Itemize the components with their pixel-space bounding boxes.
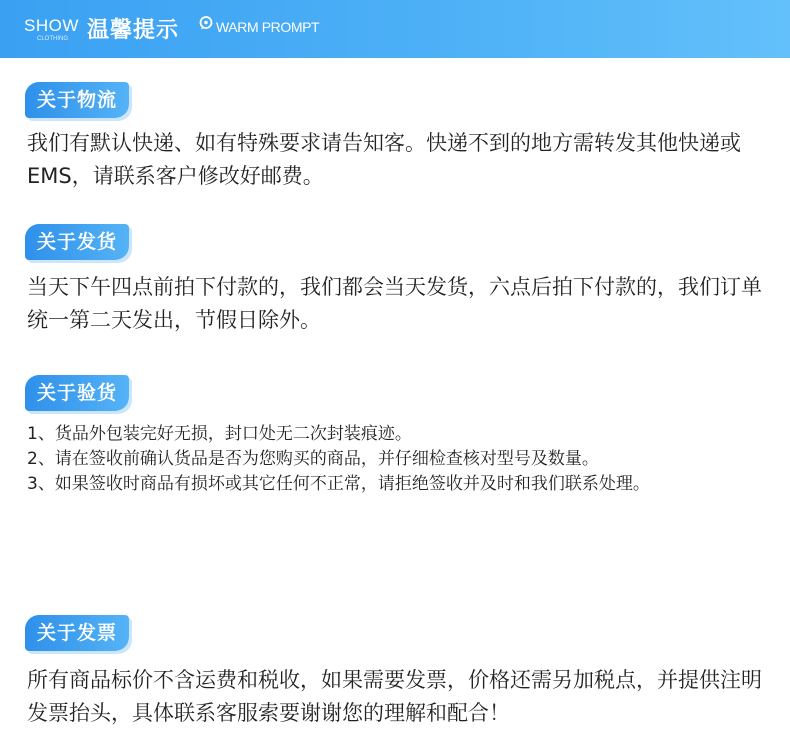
section-text-invoice: 所有商品标价不含运费和税收，如果需要发票，价格还需另加税点，并提供注明发票抬头，具体联系客服索要谢谢您的理解和配合！ xyxy=(27,668,762,725)
header-title-en: WARM PROMPT xyxy=(216,19,320,35)
header-title-cn: 温馨提示 xyxy=(87,18,180,43)
list-item: 3、如果签收时商品有损坏或其它任何不正常，请拒绝签收并及时和我们联系处理。 xyxy=(27,474,650,494)
brand-sub-text: CLOTHING xyxy=(37,36,69,42)
section-heading-logistics: 关于物流 xyxy=(25,82,129,118)
speech-bubble-icon xyxy=(199,16,213,30)
section-text-shipping: 当天下午四点前拍下付款的，我们都会当天发货，六点后拍下付款的，我们订单统一第二天发出，节假日除外。 xyxy=(27,275,762,332)
section-heading-invoice: 关于发票 xyxy=(25,615,129,651)
inspection-list xyxy=(27,422,777,497)
header-banner xyxy=(0,0,790,58)
section-heading-shipping: 关于发货 xyxy=(25,224,129,260)
section-heading-inspection: 关于验货 xyxy=(25,375,129,411)
section-text-logistics: 我们有默认快递、如有特殊要求请告知客。快递不到的地方需转发其他快递或EMS，请联系客户修改好邮费。 xyxy=(27,131,741,188)
list-item: 2、请在签收前确认货品是否为您购买的商品，并仔细检查核对型号及数量。 xyxy=(27,449,599,469)
brand-show-text: SHOW xyxy=(24,16,79,35)
list-item: 1、货品外包装完好无损，封口处无二次封装痕迹。 xyxy=(27,424,412,444)
